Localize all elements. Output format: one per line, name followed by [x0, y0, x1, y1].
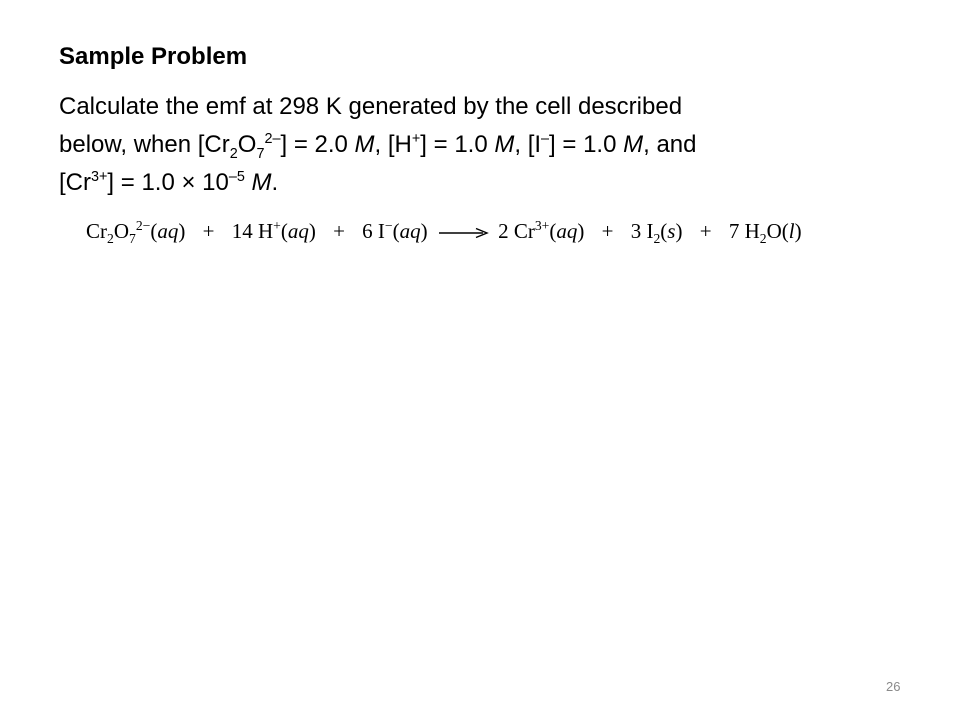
problem-line-2 [59, 126, 919, 164]
molarity-unit: M [623, 131, 644, 158]
molarity-unit: M [354, 131, 375, 158]
eq-subscript: 2 [107, 231, 114, 247]
plus-sign: + [202, 219, 215, 243]
problem-text: , [H [374, 131, 412, 158]
plus-sign: + [699, 219, 712, 243]
problem-text: ] = 2.0 [280, 131, 355, 158]
subscript: 2 [229, 145, 238, 162]
eq-superscript: 3+ [534, 218, 550, 233]
eq-text: Cr [86, 219, 107, 243]
problem-text: ] = 1.0 × 10 [107, 169, 229, 196]
eq-text: 7 H [728, 219, 760, 243]
problem-text: below, when [Cr [59, 131, 230, 158]
eq-text: ) [308, 219, 316, 243]
eq-text: 3 I [630, 219, 654, 243]
eq-text: ) [577, 219, 585, 243]
reactant-iodide [362, 219, 427, 243]
reaction-arrow-icon [437, 227, 489, 239]
problem-text: Calculate the emf at 298 K generated by the cell described [59, 93, 683, 120]
eq-subscript: 2 [759, 231, 767, 247]
eq-text: 14 H [231, 219, 274, 243]
eq-state: aq [287, 219, 309, 243]
product-chromium [498, 219, 584, 243]
problem-line-1 [59, 88, 919, 126]
problem-text: . [271, 169, 279, 196]
eq-superscript: + [273, 218, 281, 233]
problem-text: ] = 1.0 [549, 131, 624, 158]
eq-text: O( [766, 219, 789, 243]
chemical-equation [86, 213, 802, 249]
eq-text: ) [794, 219, 802, 243]
molarity-unit: M [494, 131, 515, 158]
problem-text: , and [643, 131, 697, 158]
eq-text: ( [280, 219, 288, 243]
eq-state: l [788, 219, 795, 243]
eq-state: aq [399, 219, 421, 243]
product-iodine [630, 219, 683, 247]
eq-subscript: 7 [129, 231, 136, 247]
superscript: + [411, 131, 421, 147]
eq-superscript: − [384, 218, 393, 233]
superscript: 3+ [91, 169, 108, 185]
eq-state: aq [157, 219, 179, 243]
reactant-dichromate [86, 218, 186, 247]
problem-text: O [237, 131, 257, 158]
eq-text: ) [675, 219, 683, 243]
problem-text: , [I [514, 131, 542, 158]
superscript: –5 [228, 169, 245, 185]
eq-state: aq [556, 219, 578, 243]
eq-subscript: 2 [653, 231, 661, 247]
eq-state: s [667, 219, 676, 243]
eq-text: ( [150, 219, 158, 243]
eq-text: ( [660, 219, 668, 243]
molarity-unit: M [251, 169, 272, 196]
plus-sign: + [333, 219, 345, 243]
problem-text: ] = 1.0 [420, 131, 495, 158]
eq-text: ( [392, 219, 400, 243]
eq-text: O [113, 219, 129, 243]
page-number: 26 [886, 679, 901, 694]
eq-text: ( [549, 219, 557, 243]
reactant-hydrogen [232, 219, 316, 243]
problem-text [245, 169, 252, 196]
plus-sign: + [601, 219, 614, 243]
problem-line-3 [59, 164, 919, 202]
problem-statement [59, 88, 919, 202]
eq-text: 6 I [362, 219, 385, 243]
superscript: 2– [264, 131, 281, 147]
eq-superscript: 2− [135, 218, 151, 233]
product-water [728, 219, 802, 247]
subscript: 7 [256, 145, 265, 162]
superscript: – [541, 131, 550, 147]
eq-text: ) [178, 219, 186, 243]
problem-text: [Cr [59, 169, 91, 196]
eq-text: ) [420, 219, 428, 243]
slide-heading: Sample Problem [59, 43, 248, 70]
eq-text: 2 Cr [498, 219, 535, 243]
